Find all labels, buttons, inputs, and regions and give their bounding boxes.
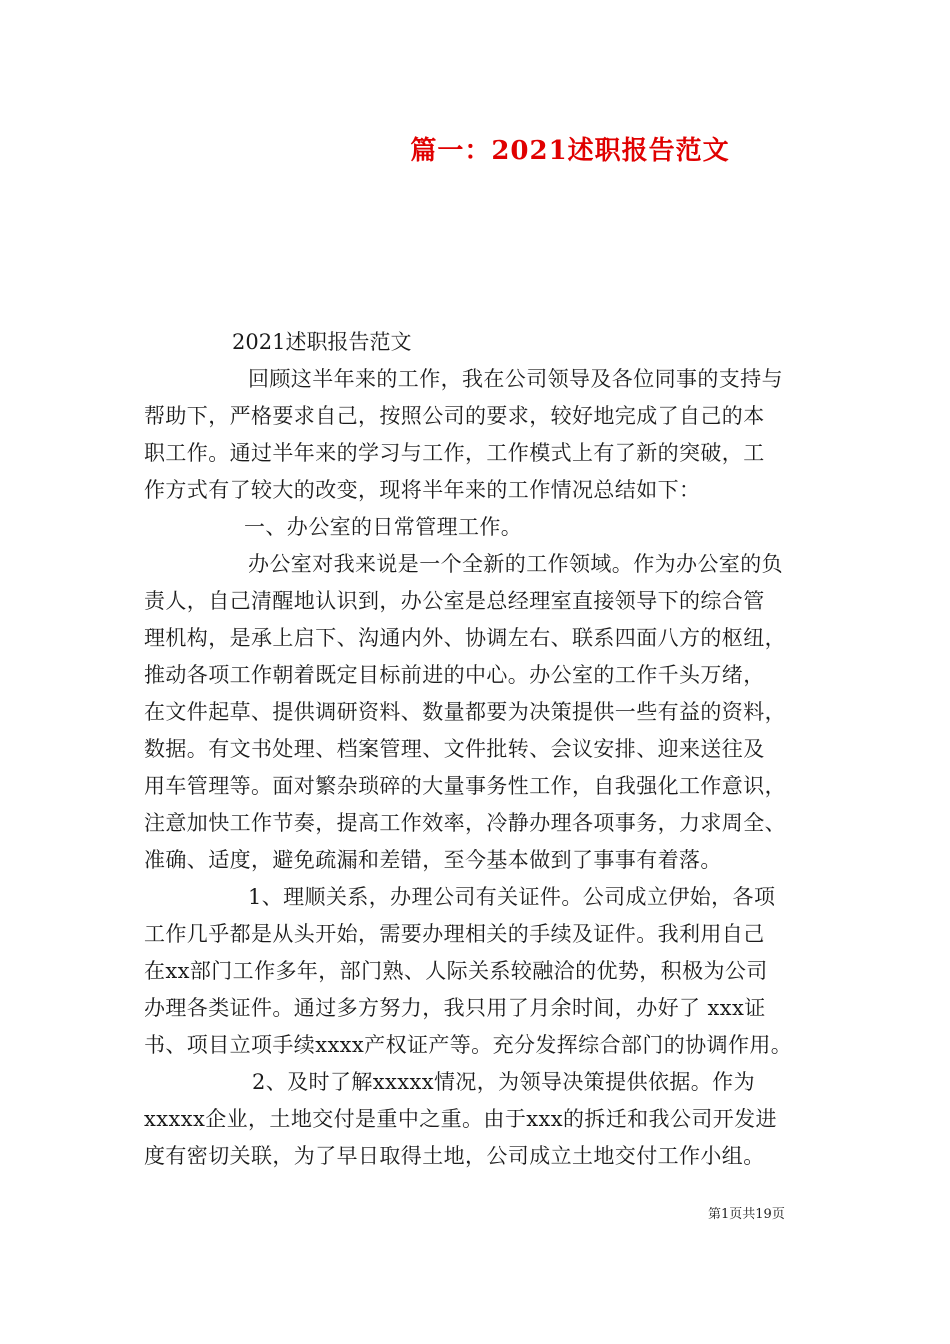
document-heading: 2021述职报告范文 xyxy=(232,330,412,354)
body-line: 数据。有文书处理、档案管理、文件批转、会议安排、迎来送往及 xyxy=(144,737,765,761)
body-line: 2、及时了解xxxxx情况，为领导决策提供依据。作为 xyxy=(252,1070,755,1094)
body-line: 注意加快工作节奏，提高工作效率，冷静办理各项事务，力求周全、 xyxy=(144,811,786,835)
section-heading: 一、办公室的日常管理工作。 xyxy=(244,515,523,539)
body-line: 推动各项工作朝着既定目标前进的中心。办公室的工作千头万绪， xyxy=(144,663,765,687)
body-line: 办理各类证件。通过多方努力，我只用了月余时间，办好了 xxx证 xyxy=(144,996,766,1020)
body-line: 回顾这半年来的工作，我在公司领导及各位同事的支持与 xyxy=(248,367,783,391)
body-line: 工作几乎都是从头开始，需要办理相关的手续及证件。我利用自己 xyxy=(144,922,765,946)
body-line: 职工作。通过半年来的学习与工作，工作模式上有了新的突破，工 xyxy=(144,441,765,465)
body-line: xxxxx企业，土地交付是重中之重。由于xxx的拆迁和我公司开发进 xyxy=(144,1107,777,1131)
body-line: 1、理顺关系，办理公司有关证件。公司成立伊始，各项 xyxy=(248,885,776,909)
page-footer: 第1页共19页 xyxy=(708,1207,785,1222)
body-line: 准确、适度，避免疏漏和差错，至今基本做到了事事有着落。 xyxy=(144,848,722,872)
body-line: 度有密切关联，为了早日取得土地，公司成立土地交付工作小组。 xyxy=(144,1144,765,1168)
body-line: 帮助下，严格要求自己，按照公司的要求，较好地完成了自己的本 xyxy=(144,404,765,428)
body-line: 在xx部门工作多年，部门熟、人际关系较融洽的优势，积极为公司 xyxy=(144,959,768,983)
body-line: 作方式有了较大的改变，现将半年来的工作情况总结如下： xyxy=(144,478,701,502)
body-line: 书、项目立项手续xxxx产权证产等。充分发挥综合部门的协调作用。 xyxy=(144,1033,793,1057)
body-line: 用车管理等。面对繁杂琐碎的大量事务性工作，自我强化工作意识， xyxy=(144,774,786,798)
page-title: 篇一：2021述职报告范文 xyxy=(410,136,730,166)
body-line: 在文件起草、提供调研资料、数量都要为决策提供一些有益的资料， xyxy=(144,700,786,724)
body-line: 理机构，是承上启下、沟通内外、协调左右、联系四面八方的枢纽， xyxy=(144,626,786,650)
body-line: 责人，自己清醒地认识到，办公室是总经理室直接领导下的综合管 xyxy=(144,589,765,613)
body-line: 办公室对我来说是一个全新的工作领域。作为办公室的负 xyxy=(248,552,783,576)
